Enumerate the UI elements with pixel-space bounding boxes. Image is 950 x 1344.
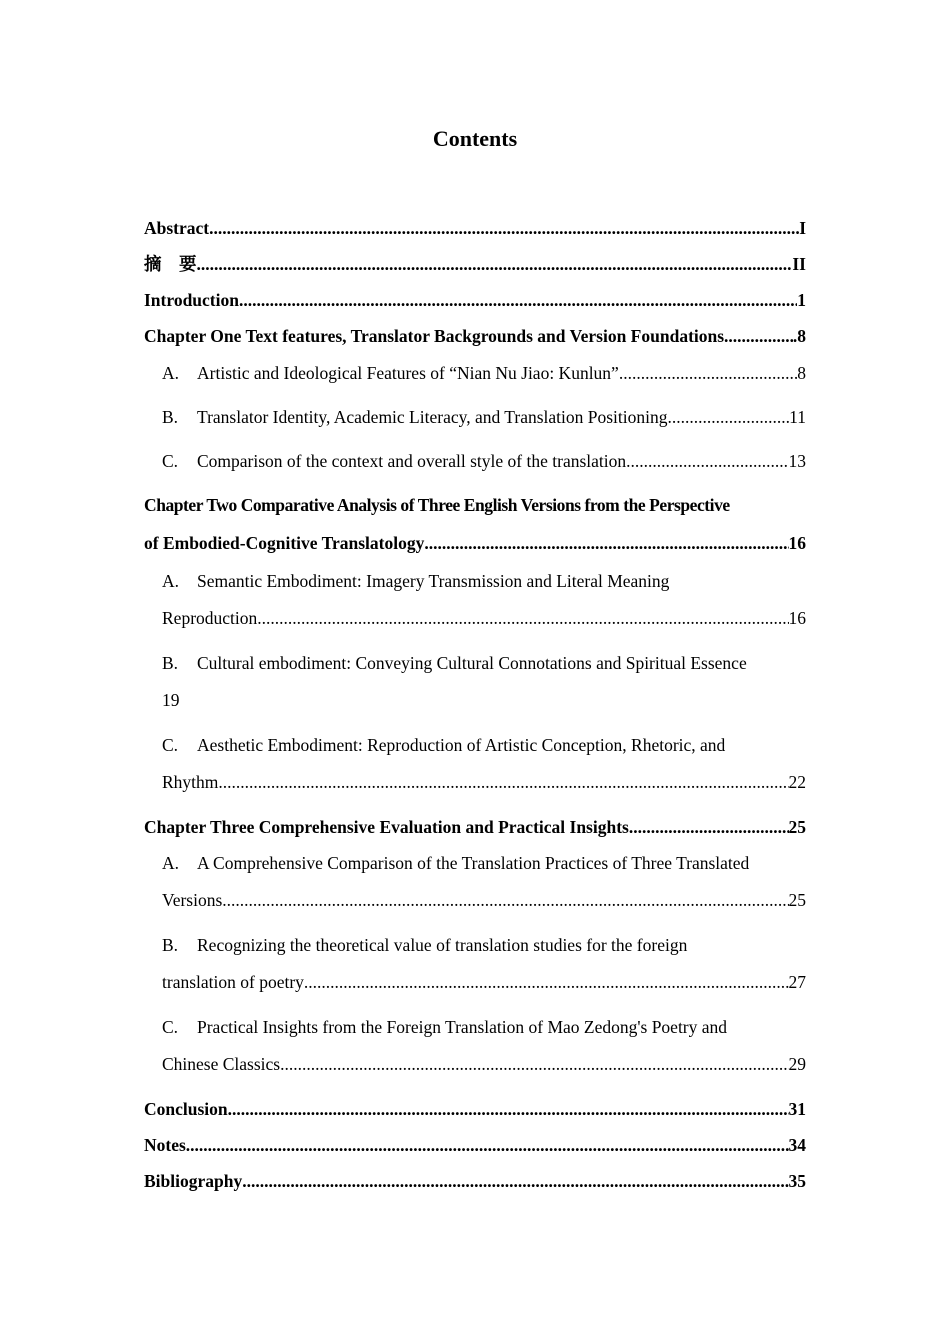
toc-entry-number: B. [162,653,179,673]
toc-entry-page: 22 [788,772,806,792]
toc-entry-label: Chinese Classics [162,1054,281,1074]
toc-entry-number: C. [162,451,179,471]
toc-entry-number: A. [162,571,180,591]
dot-leader [619,355,797,391]
dot-leader [280,1045,788,1083]
dot-leader [304,963,789,1001]
dot-leader [629,809,789,845]
toc-entry-chapter-three-b-line2[interactable] [144,963,806,1001]
toc-entry-label: Aesthetic Embodiment: Reproduction of Artistic Conception, Rhetoric, and [197,735,726,755]
toc-entry-label: Introduction [144,290,239,310]
toc-entry-chapter-two-c-line1[interactable] [144,727,806,763]
toc-entry-label: Chapter Three Comprehensive Evaluation and Practical Insights [144,817,629,837]
toc-entry-label: Conclusion [144,1099,228,1119]
toc-entry-label: Translator Identity, Academic Literacy, and Translation Positioning [197,407,668,427]
toc-entry-page: I [799,218,806,238]
toc-entry-page: 25 [788,817,806,837]
toc-entry-label: Chapter One Text features, Translator Backgrounds and Version Foundations. [144,326,729,346]
toc-entry-chapter-two-a-line1[interactable] [144,563,806,599]
toc-entry-chapter-two-b-line2[interactable] [144,681,806,719]
toc-entry-chapter-two-line2[interactable] [144,523,806,563]
toc-entry-number: B. [162,407,179,427]
dot-leader [728,318,792,354]
toc-entry-label: Bibliography [144,1171,243,1191]
dot-leader [668,399,790,435]
toc-entry-chapter-two-c-line2[interactable] [144,763,806,801]
toc-entry-label: Versions [162,890,223,910]
table-of-contents [144,210,806,1199]
toc-entry-label: Recognizing the theoretical value of translation studies for the foreign [197,935,688,955]
toc-entry-page: 25 [788,890,806,910]
toc-entry-chapter-three-b-line1[interactable] [144,927,806,963]
dot-leader [424,523,788,563]
toc-entry-label: Semantic Embodiment: Imagery Transmission and Literal Meaning [197,571,670,591]
toc-entry-chapter-two-b-line1[interactable] [144,645,806,681]
toc-entry-chapter-two-line1[interactable] [144,487,806,523]
toc-entry-number: A. [162,853,180,873]
toc-entry-page: 13 [788,451,806,471]
dot-leader [239,282,797,318]
toc-entry-chapter-one-a[interactable] [144,355,806,391]
toc-entry-page: 19 [162,690,180,710]
toc-entry-page: 1 [797,290,806,310]
toc-entry-label: Comparison of the context and overall style of the translation [197,451,627,471]
dot-leader [209,210,799,246]
toc-entry-page: 27 [788,972,806,992]
dot-leader [242,1163,788,1199]
toc-entry-introduction[interactable] [144,282,806,318]
toc-entry-label: Abstract [144,218,210,238]
toc-entry-number: A. [162,363,180,383]
dot-leader [222,881,788,919]
toc-entry-number: C. [162,735,179,755]
toc-entry-page: 16 [788,608,806,628]
toc-entry-page: .8 [792,326,806,346]
toc-entry-label: Chapter Two Comparative Analysis of Three English Versions from the Perspective [144,495,730,515]
toc-entry-label: Reproduction [162,608,258,628]
toc-entry-label: Rhythm [162,772,219,792]
toc-entry-number: B. [162,935,179,955]
toc-entry-page: 34 [788,1135,806,1155]
dot-leader [218,763,788,801]
toc-entry-label: A Comprehensive Comparison of the Translation Practices of Three Translated [197,853,750,873]
toc-entry-chapter-one-c[interactable] [144,443,806,479]
toc-entry-chapter-one[interactable] [144,318,806,354]
toc-entry-notes[interactable] [144,1127,806,1163]
toc-entry-page: 16 [788,533,806,553]
toc-entry-label: Notes [144,1135,186,1155]
toc-entry-chapter-two-a-line2[interactable] [144,599,806,637]
dot-leader [626,443,788,479]
toc-entry-chapter-three-a-line1[interactable] [144,845,806,881]
toc-entry-label: Cultural embodiment: Conveying Cultural Connotations and Spiritual Essence [197,653,747,673]
toc-entry-bibliography[interactable] [144,1163,806,1199]
toc-entry-label: translation of poetry [162,972,304,992]
toc-entry-abstract[interactable] [144,210,806,246]
dot-leader [257,599,788,637]
toc-entry-label: Artistic and Ideological Features of “Nian Nu Jiao: Kunlun” [197,363,619,383]
toc-entry-zhaiyao[interactable] [144,246,806,282]
toc-entry-number: C. [162,1017,179,1037]
toc-entry-chapter-three-c-line1[interactable] [144,1009,806,1045]
toc-entry-chapter-one-b[interactable] [144,399,806,435]
toc-entry-chapter-three-a-line2[interactable] [144,881,806,919]
toc-entry-label: 摘 要 [144,254,197,274]
toc-entry-page: 35 [788,1171,806,1191]
page-title: Contents [432,126,518,151]
toc-entry-chapter-three[interactable] [144,809,806,845]
toc-entry-label: Practical Insights from the Foreign Translation of Mao Zedong's Poetry and [197,1017,728,1037]
toc-entry-page: 8 [797,363,806,383]
dot-leader [228,1091,789,1127]
toc-entry-conclusion[interactable] [144,1091,806,1127]
toc-entry-page: 31 [788,1099,806,1119]
toc-entry-page: 11 [789,407,806,427]
dot-leader [197,246,793,282]
toc-entry-label: of Embodied-Cognitive Translatology [144,533,425,553]
toc-entry-page: 29 [788,1054,806,1074]
dot-leader [186,1127,789,1163]
toc-entry-page: II [792,254,806,274]
toc-entry-chapter-three-c-line2[interactable] [144,1045,806,1083]
